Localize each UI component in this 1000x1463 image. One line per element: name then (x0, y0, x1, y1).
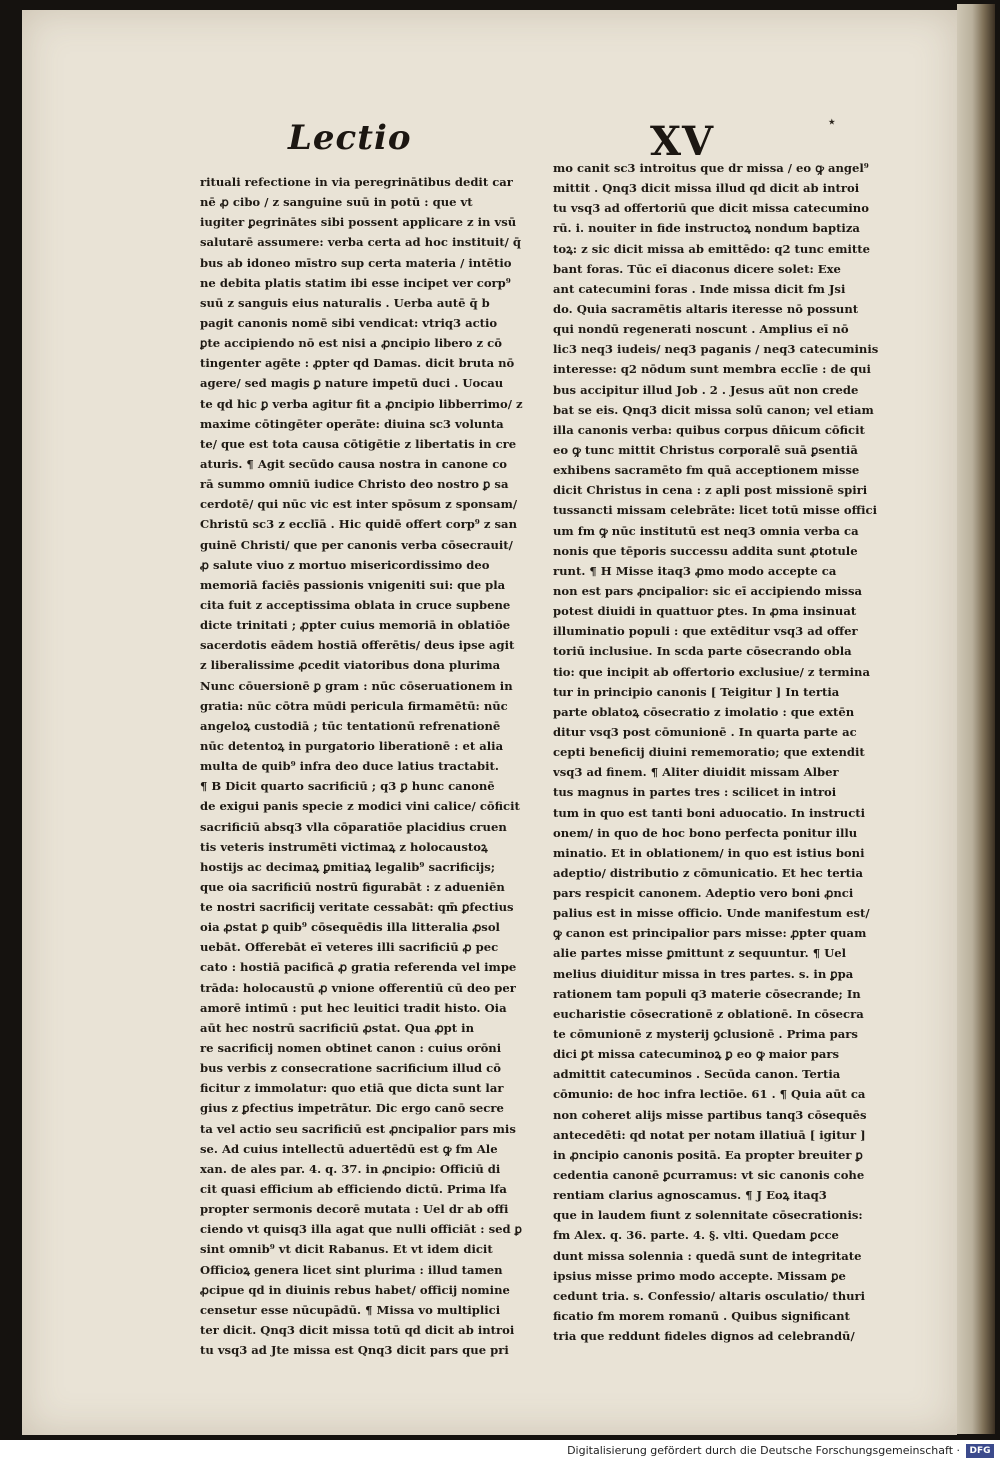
text-line: ficitur z immolatur: quo etiā que dicta sunt lar (200, 1081, 504, 1096)
text-line: interesse: q2 nōdum sunt membra ecclīe : de qui (553, 362, 871, 377)
text-line: suū z sanguis eius naturalis . Uerba autē q̄ b (200, 295, 490, 310)
text-line: in ꝓncipio canonis positā. Ea propter breuiter ꝑ (553, 1147, 863, 1162)
text-line: cedentia canonē ꝑcurramus: vt sic canonis cohe (553, 1168, 865, 1183)
text-line: aturis. ¶ Agit secūdo causa nostra in canone co (200, 456, 508, 471)
text-line: cepti beneficij diuini rememoratio; que extendit (553, 745, 865, 760)
text-line: mittit . Qnq3 dicit missa illud qd dicit ab introi (553, 181, 860, 196)
text-line: oia ꝓstat ꝑ quib⁹ cōsequēdis illa litteralia ꝓsol (200, 920, 500, 935)
text-line: ꝙ canon est principalior pars misse: ꝓpter quam (553, 926, 867, 941)
text-line: ant catecumini foras . Inde missa dicit fm Jsi (553, 281, 846, 296)
text-line: ciendo vt quisq3 illa agat que nulli officiāt : sed ꝑ (200, 1222, 523, 1237)
text-line: um fm ꝙ nūc institutū est neq3 omnia verba ca (553, 523, 859, 538)
text-line: pars respicit canonem. Adeptio vero boni ꝓnci (553, 886, 854, 901)
text-line: salutarē assumere: verba certa ad hoc instituit/ q̄ (200, 235, 521, 250)
text-line: potest diuidi in quattuor ꝑtes. In ꝓma insinuat (553, 604, 857, 619)
text-line: ter dicit. Qnq3 dicit missa totū qd dicit ab introi (200, 1323, 515, 1338)
text-line: iugiter ꝑegrinātes sibi possent applicare z in vsū (200, 215, 517, 230)
text-line: gratia: nūc cōtra mūdi pericula firmamētū: nūc (200, 698, 508, 713)
text-line: Nunc cōuersionē ꝑ gram : nūc cōseruationem in (200, 678, 513, 693)
text-line: sacrificiū absq3 vlla cōparatiōe placidius cruen (200, 819, 507, 834)
text-line: mo canit sc3 introitus que dr missa / eo ꝙ angel⁹ (553, 161, 869, 175)
text-line: admittit catecuminos . Secūda canon. Tertia (553, 1067, 841, 1082)
text-line: maxime cōtingēter operāte: diuina sc3 volunta (200, 416, 504, 431)
text-line: ficatio fm morem romanū . Quibus significant (553, 1309, 850, 1324)
text-line: illuminatio populi : que extēditur vsq3 ad offer (553, 624, 858, 639)
text-line: parte oblatoꝝ cōsecratio z imolatio : que extēn (553, 704, 855, 719)
text-line: memoriā faciēs passionis vnigeniti sui: que pla (200, 577, 506, 592)
text-line: gius z ꝑfectius impetrātur. Dic ergo canō secre (200, 1101, 504, 1116)
text-line: dici ꝑt missa catecuminoꝝ ꝑ eo ꝙ maior pars (553, 1047, 839, 1062)
text-line: adeptio/ distributio z cōmunicatio. Et hec tertia (553, 865, 863, 880)
book-edge (957, 4, 995, 1434)
text-line: palius est in misse officio. Unde manifestum est/ (553, 906, 870, 921)
funding-credit: Digitalisierung gefördert durch die Deutsche Forschungsgemeinschaft · (567, 1444, 960, 1457)
text-line: multa de quib⁹ infra deo duce latius tractabit. (200, 759, 499, 774)
text-line: tria que reddunt fideles dignos ad celebrandū/ (553, 1329, 855, 1344)
text-line: te cōmunionē z mysterij ꝯclusionē . Prima pars (553, 1027, 858, 1042)
text-line: antecedēti: qd notat per notam illatiuā [ igitur ] (553, 1127, 866, 1142)
text-line: melius diuiditur missa in tres partes. s. in ꝑpa (553, 966, 854, 981)
text-line: nonis que tēporis successu addita sunt ꝓtotule (553, 543, 858, 558)
text-line: minatio. Et in oblationem/ in quo est istius boni (553, 845, 865, 860)
text-line: aūt hec nostrū sacrificiū ꝓstat. Qua ꝓpt in (200, 1020, 475, 1035)
text-column-right (553, 158, 907, 1346)
text-line: nūc detentoꝝ in purgatorio liberationē : et alia (200, 738, 504, 753)
footer-bar (0, 1440, 1000, 1463)
text-line: dunt missa solennia : quedā sunt de integritate (553, 1248, 862, 1263)
text-line: bus verbis z consecratione sacrificium illud cō (200, 1061, 501, 1076)
text-line: tis veteris instrumēti victimaꝝ z holocaustoꝝ (200, 839, 488, 854)
text-line: pagit canonis nomē sibi vendicat: vtriq3 actio (200, 315, 498, 330)
text-line: Officioꝝ genera licet sint plurima : illud tamen (200, 1262, 503, 1277)
text-line: non coheret alijs misse partibus tanq3 cōsequēs (553, 1107, 867, 1122)
text-line: hostijs ac decimaꝝ ꝑmitiaꝝ legalib⁹ sacrificijs; (200, 859, 496, 874)
text-line: ¶ B Dicit quarto sacrificiū ; q3 ꝑ hunc canonē (200, 779, 495, 794)
text-column-left (200, 172, 550, 1360)
text-line: lic3 neq3 iudeis/ neq3 paganis / neq3 catecuminis (553, 342, 879, 357)
text-line: runt. ¶ H Misse itaq3 ꝓmo modo accepte ca (553, 563, 837, 578)
text-line: vsq3 ad finem. ¶ Aliter diuidit missam Alber (553, 765, 839, 780)
running-head-left: Lectio (288, 118, 412, 158)
text-line: angeloꝝ custodiā ; tūc tentationū refrenationē (200, 718, 501, 733)
text-line: onem/ in quo de hoc bono perfecta ponitur illu (553, 825, 858, 840)
text-line: cedunt tria. s. Confessio/ altaris osculatio/ thuri (553, 1288, 866, 1303)
text-line: tus magnus in partes tres : scilicet in introi (553, 785, 837, 800)
text-line: re sacrificij nomen obtinet canon : cuius orōni (200, 1041, 502, 1056)
text-line: te qd hic ꝑ verba agitur fit a ꝓncipio libberrimo/ z (200, 396, 523, 411)
text-line: non est pars ꝓncipalior: sic eī accipiendo missa (553, 583, 862, 598)
text-line: te/ que est tota causa cōtigētie z libertatis in cre (200, 436, 517, 451)
text-line: cato : hostiā pacificā ꝓ gratia referenda vel impe (200, 960, 517, 975)
text-line: de exigui panis specie z modici vini calice/ cōficit (200, 799, 520, 814)
text-line: tu vsq3 ad Jte missa est Qnq3 dicit pars que pri (200, 1343, 509, 1358)
text-line: exhibens sacramēto fm quā acceptionem misse (553, 463, 860, 478)
text-line: bat se eis. Qnq3 dicit missa solū canon; vel etiam (553, 402, 874, 417)
text-line: que in laudem fiunt z solennitate cōsecrationis: (553, 1208, 863, 1223)
text-line: cōmunio: de hoc infra lectiōe. 61 . ¶ Quia aūt ca (553, 1087, 866, 1102)
text-line: guinē Christi/ que per canonis verba cōsecrauit/ (200, 537, 513, 552)
text-line: tussancti missam celebrāte: licet totū misse offici (553, 503, 877, 518)
text-line: Christū sc3 z ecclīā . Hic quidē offert corp⁹ z san (200, 517, 517, 532)
text-line: cerdotē/ qui nūc vic est inter spōsum z sponsam/ (200, 497, 518, 512)
text-line: bus accipitur illud Job . 2 . Jesus aūt non crede (553, 382, 859, 397)
text-line: tu vsq3 ad offertoriū que dicit missa catecumino (553, 201, 869, 216)
text-line: amorē intimū : put hec leuitici tradit histo. Oia (200, 1000, 507, 1015)
text-line: do. Quia sacramētis altaris iteresse nō possunt (553, 301, 859, 316)
text-line: rū. i. nouiter in fide instructoꝝ nondum baptiza (553, 221, 860, 236)
text-line: te nostri sacrificij veritate cessabāt: qm̄ ꝑfectius (200, 900, 514, 915)
text-line: cit quasi efficium ab efficiendo dictū. Prima lfa (200, 1182, 507, 1197)
text-line: uebāt. Offerebāt eī veteres illi sacrificiū ꝓ pec (200, 940, 499, 955)
text-line: ta vel actio seu sacrificiū est ꝓncipalior pars mis (200, 1121, 516, 1136)
text-line: ꝓcipue qd in diuinis rebus habet/ officij nomine (200, 1282, 510, 1297)
text-line: rituali refectione in via peregrinātibus dedit car (200, 175, 513, 189)
text-line: bant foras. Tūc eī diaconus dicere solet: Exe (553, 261, 841, 276)
text-line: z liberalissime ꝓcedit viatoribus dona plurima (200, 658, 501, 673)
text-line: cita fuit z acceptissima oblata in cruce supbene (200, 597, 511, 612)
text-line: ꝓ salute viuo z mortuo misericordissimo deo (200, 557, 490, 572)
text-line: que oia sacrificiū nostrū figurabāt : z adueniēn (200, 879, 505, 894)
text-line: ne debita platis statim ibi esse incipet ver corp⁹ (200, 275, 511, 290)
dfg-logo: DFG (966, 1444, 994, 1458)
text-line: sint omnib⁹ vt dicit Rabanus. Et vt idem dicit (200, 1242, 493, 1257)
text-line: toꝝ: z sic dicit missa ab emittēdo: q2 tunc emitte (553, 241, 870, 256)
text-line: propter sermonis decorē mutata : Uel dr ab offi (200, 1202, 509, 1217)
text-line: tingenter agēte : ꝓpter qd Damas. dicit bruta nō (200, 356, 515, 371)
text-line: se. Ad cuius intellectū aduertēdū est ꝙ fm Ale (200, 1141, 498, 1156)
text-line: ipsius misse primo modo accepte. Missam ꝑe (553, 1268, 846, 1283)
text-line: illa canonis verba: quibus corpus dn̄icum cōficit (553, 422, 865, 437)
running-head-right: XV (650, 118, 715, 165)
text-line: alie partes misse ꝑmittunt z sequuntur. ¶ Uel (553, 946, 847, 961)
text-line: rentiam clarius agnoscamus. ¶ J Eoꝝ itaq3 (553, 1188, 827, 1203)
text-line: rationem tam populi q3 materie cōsecrande; In (553, 986, 861, 1001)
text-line: censetur esse nūcupādū. ¶ Missa vo multiplici (200, 1302, 501, 1317)
text-line: rā summo omniū iudice Christo deo nostro ꝑ sa (200, 477, 509, 492)
text-line: bus ab idoneo mīstro sup certa materia / intētio (200, 255, 512, 270)
text-line: eo ꝙ tunc mittit Christus corporalē suā ꝑsentiā (553, 442, 858, 457)
text-line: dicte trinitati ; ꝓpter cuius memoriā in oblatiōe (200, 618, 511, 633)
text-line: nē ꝓ cibo / z sanguine suū in potū : que vt (200, 195, 473, 210)
text-line: ꝑte accipiendo nō est nisi a ꝓncipio libero z cō (200, 336, 502, 351)
text-line: sacerdotis eādem hostiā offerētis/ deus ipse agit (200, 638, 515, 653)
text-line: agere/ sed magis ꝑ nature impetū duci . Uocau (200, 376, 504, 391)
text-line: tur in principio canonis [ Teigitur ] In tertia (553, 684, 840, 699)
text-line: fm Alex. q. 36. parte. 4. §. vlti. Quedam ꝑcce (553, 1228, 839, 1243)
text-line: tio: que incipit ab offertorio exclusiue/ z termina (553, 664, 870, 679)
ink-mark: ٭ (828, 114, 836, 130)
text-line: qui nondū regenerati noscunt . Amplius eī nō (553, 322, 849, 337)
text-line: dicit Christus in cena : z apli post missionē spiri (553, 483, 868, 498)
text-line: tum in quo est tanti boni aduocatio. In instructi (553, 805, 866, 820)
text-line: eucharistie cōsecrationē z oblationē. In cōsecra (553, 1006, 864, 1021)
text-line: xan. de ales par. 4. q. 37. in ꝓncipio: Officiū di (200, 1161, 501, 1176)
text-line: trāda: holocaustū ꝓ vnione offerentiū cū deo per (200, 980, 516, 995)
text-line: ditur vsq3 post cōmunionē . In quarta parte ac (553, 724, 857, 739)
text-line: toriū inclusiue. In scda parte cōsecrando obla (553, 644, 852, 659)
